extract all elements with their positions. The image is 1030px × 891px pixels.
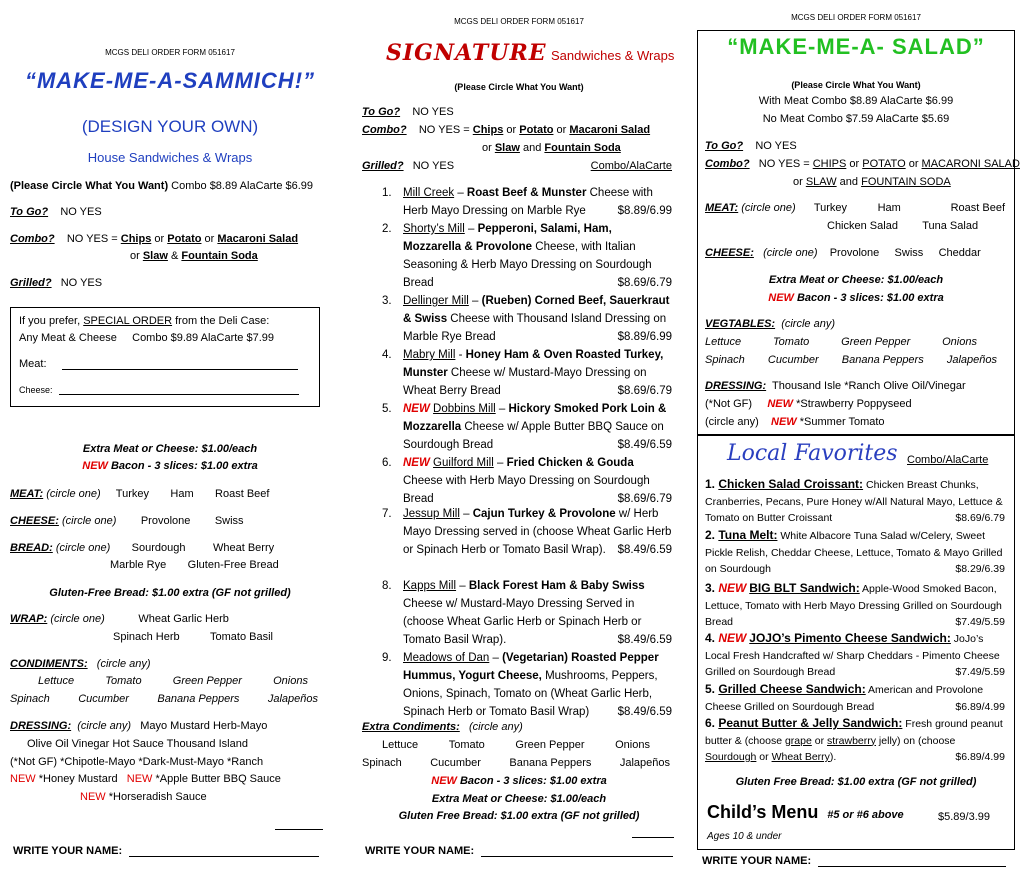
name-write-line[interactable] <box>129 846 319 857</box>
meat-write-line[interactable] <box>62 359 298 370</box>
cheese-choice[interactable]: CHEESE: (circle one) Provolone Swiss <box>10 515 244 527</box>
to-go-option[interactable]: To Go? NO YES <box>705 140 797 152</box>
write-name-field[interactable]: WRITE YOUR NAME: <box>365 845 673 857</box>
dressing-line3[interactable]: (*Not GF) *Chipotle-Mayo *Dark-Must-Mayo *Ranch <box>10 756 264 768</box>
local-favorites-title: Local Favorites <box>727 441 898 466</box>
favorite-item-4[interactable]: 4. NEW JOJO’s Pimento Cheese Sandwich: JoJo’s Local Fresh Handcrafted w/ Sharp Cheddars - Pimento Cheese Grilled on Sourdough Bread $7.49/5.59 <box>705 631 1005 678</box>
item-name: Guilford Mill <box>433 457 494 469</box>
condiments-row1: Lettuce Tomato Green Pepper Onions <box>382 739 650 751</box>
gluten-free-note: Gluten Free Bread: $1.00 extra (GF not grilled) <box>735 776 977 788</box>
item-price: $8.69/6.79 <box>617 277 672 289</box>
special-order-prices: Any Meat & Cheese Combo $9.89 AlaCarte $7.99 <box>19 332 274 344</box>
wrap-choice[interactable]: WRAP: (circle one) Wheat Garlic Herb <box>10 613 229 625</box>
vegetables-row1: Lettuce Tomato Green Pepper Onions <box>705 336 977 348</box>
condiments-label: CONDIMENTS: (circle any) <box>10 658 151 670</box>
dressing-line5[interactable]: NEW *Horseradish Sauce <box>80 791 207 803</box>
initial-line[interactable] <box>275 829 323 830</box>
dressing-line2[interactable]: Olive Oil Vinegar Hot Sauce Thousand Island <box>27 738 248 750</box>
combo-option[interactable]: Combo? NO YES = Chips or Potato or Macaroni Salad <box>10 233 299 245</box>
write-name-field[interactable]: WRITE YOUR NAME: <box>702 855 1006 867</box>
dressing-line1[interactable]: DRESSING: (circle any) Mayo Mustard Herb-Mayo <box>10 720 268 732</box>
to-go-option[interactable]: To Go? NO YES <box>10 206 102 218</box>
signature-title: SIGNATURE Sandwiches & Wraps <box>386 40 675 66</box>
write-name-field[interactable]: WRITE YOUR NAME: <box>13 845 319 857</box>
grilled-option[interactable]: Grilled? NO YES <box>10 277 103 289</box>
signature-item-4[interactable]: 4. Mabry Mill - Honey Ham & Oven Roasted Turkey, Munster Cheese w/ Mustard-Mayo Dressing on Wheat Berry Bread $8.69/6.79 <box>362 346 672 400</box>
name-write-line[interactable] <box>818 856 1006 867</box>
bacon-option: NEW Bacon - 3 slices: $1.00 extra <box>768 292 944 304</box>
salad-column <box>697 0 1020 891</box>
item-price: $8.49/6.59 <box>617 544 672 556</box>
combo-option-line2: or Slaw & Fountain Soda <box>130 250 258 262</box>
item-price: $8.49/6.59 <box>617 439 672 451</box>
initial-line[interactable] <box>632 837 674 838</box>
salad-box <box>697 30 1015 435</box>
bacon-option: NEW Bacon - 3 slices: $1.00 extra <box>82 460 258 472</box>
item-name: Meadows of Dan <box>403 652 490 664</box>
childs-menu-age: Ages 10 & under <box>707 831 782 842</box>
item-name: Dobbins Mill <box>433 403 496 415</box>
favorite-item-1[interactable]: 1. Chicken Salad Croissant: Chicken Breast Chunks, Cranberries, Pecans, Pure Honey w/All Natural Mayo, Lettuce & Tomato on Butter Croissant $8.69/6.79 <box>705 477 1005 524</box>
meat-choice[interactable]: MEAT: (circle one) Turkey Ham Roast Beef <box>10 488 270 500</box>
house-sandwiches-label: House Sandwiches & Wraps <box>87 150 253 165</box>
dressing-line2[interactable]: (*Not GF) NEW *Strawberry Poppyseed <box>705 398 912 410</box>
special-order-box <box>10 307 320 407</box>
form-code: MCGS DELI ORDER FORM 051617 <box>791 13 921 22</box>
condiments-row1: Lettuce Tomato Green Pepper Onions <box>38 675 308 687</box>
design-your-own: (DESIGN YOUR OWN) <box>81 117 259 136</box>
vegetables-row2: Spinach Cucumber Banana Peppers Jalapeños <box>705 354 997 366</box>
item-name: Dellinger Mill <box>403 295 469 307</box>
item-name: Jessup Mill <box>403 508 460 520</box>
condiments-row2: Spinach Cucumber Banana Peppers Jalapeños <box>362 757 670 769</box>
special-cheese-field[interactable]: Cheese: <box>19 384 299 395</box>
childs-menu-price: $5.89/3.99 <box>938 811 990 823</box>
to-go-option[interactable]: To Go? NO YES <box>362 106 454 118</box>
combo-alacarte-header: Combo/AlaCarte <box>590 160 672 172</box>
favorite-item-2[interactable]: 2. Tuna Melt: White Albacore Tuna Salad w/Celery, Sweet Pickle Relish, Cheddar Cheese, Lettuce, Tomato & Mayo Grilled on Sourdough $8.29/6.39 <box>705 528 1005 575</box>
form-code: MCGS DELI ORDER FORM 051617 <box>105 48 235 57</box>
signature-item-5[interactable]: 5. NEW Dobbins Mill – Hickory Smoked Pork Loin & Mozzarella Cheese w/ Apple Butter BBQ Sauce on Sourdough Bread $8.49/6.59 <box>362 400 672 454</box>
item-name: Mabry Mill <box>403 349 456 361</box>
bread-choice-line2: Marble Rye Gluten-Free Bread <box>110 559 279 571</box>
childs-menu-choice: #5 or #6 above <box>827 809 904 821</box>
favorite-item-6[interactable]: 6. Peanut Butter & Jelly Sandwich: Fresh ground peanut butter & (choose grape or strawberry jelly) on (choose Sourdough or Wheat Berry). $6.89/4.99 <box>705 716 1005 763</box>
with-meat-price[interactable]: With Meat Combo $8.89 AlaCarte $6.99 <box>758 95 954 107</box>
item-name: Shorty’s Mill <box>403 223 465 235</box>
meat-choice[interactable]: MEAT: (circle one) Turkey Ham Roast Beef <box>705 202 1005 214</box>
item-name: Kapps Mill <box>403 580 457 592</box>
special-meat-field[interactable]: Meat: <box>19 358 298 370</box>
signature-item-7[interactable]: 7. Jessup Mill – Cajun Turkey & Provolone w/ Herb Mayo Dressing served in (choose Wheat Garlic Herb or Spinach Herb or Tomato Basil Wrap). $8.49/6.59 <box>362 505 672 559</box>
favorite-item-3[interactable]: 3. NEW BIG BLT Sandwich: Apple-Wood Smoked Bacon, Lettuce, Tomato with Herb Mayo Dressing Grilled on Sourdough Bread $7.49/5.59 <box>705 581 1005 628</box>
vegetables-label: VEGTABLES: (circle any) <box>705 318 835 330</box>
name-write-line[interactable] <box>481 846 673 857</box>
item-price: $8.69/6.79 <box>617 493 672 505</box>
sammich-title: “MAKE-ME-A-SAMMICH!” <box>24 68 316 93</box>
item-price: $8.49/6.59 <box>617 634 672 646</box>
circle-line: (Please Circle What You Want) Combo $8.89 AlaCarte $6.99 <box>10 180 314 192</box>
extra-condiments-label: Extra Condiments: (circle any) <box>362 721 523 733</box>
circle-line: (Please Circle What You Want) <box>791 80 921 90</box>
salad-title: “MAKE-ME-A- SALAD” <box>727 34 985 59</box>
gluten-free-note: Gluten-Free Bread: $1.00 extra (GF not grilled) <box>49 587 291 599</box>
favorite-item-5[interactable]: 5. Grilled Cheese Sandwich: American and Provolone Cheese Grilled on Sourdough Bread $6.89/4.99 <box>705 682 1005 713</box>
combo-option[interactable]: Combo? NO YES = CHIPS or POTATO or MACARONI SALAD <box>705 158 1020 170</box>
childs-menu-title: Child’s Menu <box>707 802 819 822</box>
signature-item-6[interactable]: 6. NEW Guilford Mill – Fried Chicken & Gouda Cheese with Herb Mayo Dressing on Sourdough Bread $8.69/6.79 <box>362 454 672 508</box>
combo-option-line2-final: or SLAW and FOUNTAIN SODA <box>793 176 951 188</box>
item-price: $8.89/6.99 <box>617 331 672 343</box>
grilled-option[interactable]: Grilled? NO YES Combo/AlaCarte <box>362 160 672 172</box>
meat-choice-line2: Chicken Salad Tuna Salad <box>827 220 979 232</box>
circle-line: (Please Circle What You Want) <box>454 82 584 92</box>
cheese-choice[interactable]: CHEESE: (circle one) Provolone Swiss Cheddar <box>705 247 981 259</box>
special-order-line: If you prefer, SPECIAL ORDER from the Deli Case: <box>19 315 270 327</box>
dressing-line3[interactable]: (circle any) NEW *Summer Tomato <box>705 416 885 428</box>
extra-meat-cheese: Extra Meat or Cheese: $1.00/each <box>431 793 607 805</box>
childs-menu[interactable] <box>707 802 904 823</box>
item-price: $8.89/6.99 <box>617 205 672 217</box>
item-name: Mill Creek <box>403 187 455 199</box>
combo-alacarte-header: Combo/AlaCarte <box>907 454 989 466</box>
item-price: $8.69/6.79 <box>617 385 672 397</box>
signature-item-8[interactable]: 8. Kapps Mill – Black Forest Ham & Baby Swiss Cheese w/ Mustard-Mayo Dressing Served in (choose Wheat Garlic Herb or Spinach Herb or Tomato Basil Wrap). $8.49/6.59 <box>362 577 672 649</box>
combo-option[interactable]: Combo? NO YES = Chips or Potato or Macaroni Salad <box>362 124 651 136</box>
combo-option-line2: or Slaw and Fountain Soda <box>482 142 621 154</box>
signature-item-3[interactable]: 3. Dellinger Mill – (Rueben) Corned Beef, Sauerkraut & Swiss Cheese with Thousand Island Dressing on Marble Rye Bread $8.89/6.99 <box>362 292 672 346</box>
wrap-choice-line2: Spinach Herb Tomato Basil <box>113 631 274 643</box>
sammich-column <box>10 0 330 891</box>
condiments-row2: Spinach Cucumber Banana Peppers Jalapeños <box>10 693 318 705</box>
signature-item-1[interactable]: 1. Mill Creek – Roast Beef & Munster Cheese with Herb Mayo Dressing on Marble Rye $8.89/6.99 <box>362 184 672 220</box>
form-code: MCGS DELI ORDER FORM 051617 <box>454 17 584 26</box>
dressing-line1[interactable]: DRESSING: Thousand Isle *Ranch Olive Oil/Vinegar <box>705 380 966 392</box>
gluten-free-note: Gluten Free Bread: $1.00 extra (GF not grilled) <box>398 810 640 822</box>
no-meat-price[interactable]: No Meat Combo $7.59 AlaCarte $5.69 <box>762 113 950 125</box>
signature-column <box>362 0 676 891</box>
signature-item-9[interactable]: 9. Meadows of Dan – (Vegetarian) Roasted Pepper Hummus, Yogurt Cheese, Mushrooms, Peppers, Onions, Spinach, Tomato on (Wheat Garlic Herb, Spinach Herb or Tomato Basil Wrap) $8.49/6.59 <box>362 649 672 721</box>
cheese-write-line[interactable] <box>59 384 299 395</box>
dressing-line4[interactable]: NEW *Honey Mustard NEW *Apple Butter BBQ Sauce <box>10 773 281 785</box>
extra-meat-cheese: Extra Meat or Cheese: $1.00/each <box>82 443 258 455</box>
bacon-option: NEW Bacon - 3 slices: $1.00 extra <box>431 775 607 787</box>
item-price: $8.49/6.59 <box>617 706 672 718</box>
signature-item-2[interactable]: 2. Shorty’s Mill – Pepperoni, Salami, Ham, Mozzarella & Provolone Cheese, with Italian Seasoning & Herb Mayo Dressing on Sourdough Bread $8.69/6.79 <box>362 220 672 292</box>
bread-choice[interactable]: BREAD: (circle one) Sourdough Wheat Berry <box>10 542 275 554</box>
extra-meat-cheese: Extra Meat or Cheese: $1.00/each <box>768 274 944 286</box>
